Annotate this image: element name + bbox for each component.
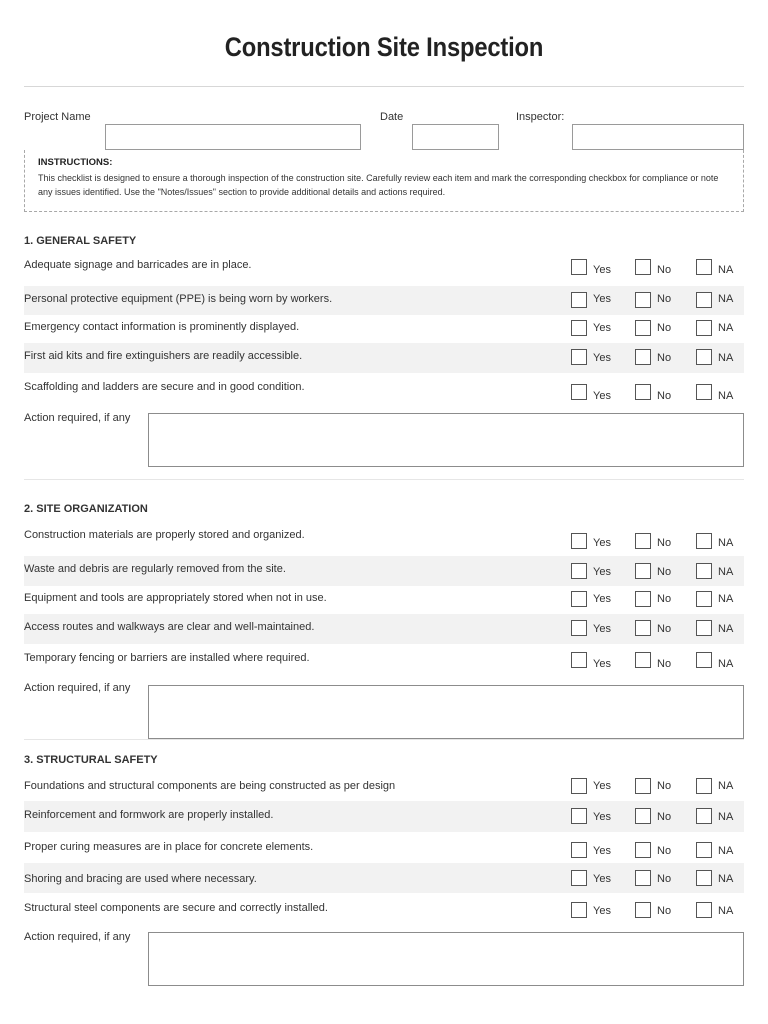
checklist-question: Adequate signage and barricades are in place.	[24, 259, 252, 271]
no-option-label: No	[657, 593, 672, 605]
no-checkbox[interactable]	[635, 591, 651, 607]
action-required-input[interactable]	[148, 932, 744, 986]
yes-checkbox[interactable]	[571, 842, 587, 858]
yes-checkbox[interactable]	[571, 808, 587, 824]
yes-option-label: Yes	[593, 264, 611, 276]
yes-checkbox[interactable]	[571, 384, 587, 400]
na-checkbox[interactable]	[696, 870, 712, 886]
na-option-label: NA	[718, 873, 734, 885]
yes-checkbox[interactable]	[571, 349, 587, 365]
checklist-question: First aid kits and fire extinguishers are readily accessible.	[24, 350, 303, 362]
no-checkbox[interactable]	[635, 808, 651, 824]
no-checkbox[interactable]	[635, 620, 651, 636]
title-divider	[24, 86, 744, 87]
yes-checkbox[interactable]	[571, 591, 587, 607]
na-option-label: NA	[718, 845, 734, 857]
checklist-question: Temporary fencing or barriers are installed where required.	[24, 652, 310, 664]
instructions-box	[24, 150, 744, 212]
inspector-label: Inspector:	[516, 111, 565, 123]
project-name-label: Project Name	[24, 111, 91, 123]
yes-option-label: Yes	[593, 658, 611, 670]
yes-option-label: Yes	[593, 593, 611, 605]
yes-option-label: Yes	[593, 905, 611, 917]
no-checkbox[interactable]	[635, 259, 651, 275]
checklist-question: Shoring and bracing are used where necessary.	[24, 873, 257, 885]
section-divider	[24, 479, 744, 480]
yes-option-label: Yes	[593, 623, 611, 635]
yes-checkbox[interactable]	[571, 652, 587, 668]
action-required-label: Action required, if any	[24, 682, 131, 694]
no-option-label: No	[657, 873, 672, 885]
date-input[interactable]	[412, 124, 499, 150]
na-option-label: NA	[718, 390, 734, 402]
no-option-label: No	[657, 845, 672, 857]
yes-option-label: Yes	[593, 293, 611, 305]
no-checkbox[interactable]	[635, 533, 651, 549]
no-option-label: No	[657, 566, 672, 578]
na-option-label: NA	[718, 905, 734, 917]
na-option-label: NA	[718, 264, 734, 276]
section-title: 1. GENERAL SAFETY	[24, 235, 137, 247]
checklist-question: Foundations and structural components are being constructed as per design	[24, 780, 396, 792]
yes-option-label: Yes	[593, 537, 611, 549]
yes-checkbox[interactable]	[571, 778, 587, 794]
yes-option-label: Yes	[593, 352, 611, 364]
na-checkbox[interactable]	[696, 533, 712, 549]
project-name-input[interactable]	[105, 124, 361, 150]
yes-option-label: Yes	[593, 873, 611, 885]
no-checkbox[interactable]	[635, 870, 651, 886]
na-checkbox[interactable]	[696, 259, 712, 275]
no-checkbox[interactable]	[635, 563, 651, 579]
yes-checkbox[interactable]	[571, 320, 587, 336]
yes-checkbox[interactable]	[571, 292, 587, 308]
no-option-label: No	[657, 390, 672, 402]
date-label: Date	[380, 111, 404, 123]
na-option-label: NA	[718, 780, 734, 792]
na-checkbox[interactable]	[696, 778, 712, 794]
no-option-label: No	[657, 780, 672, 792]
no-checkbox[interactable]	[635, 652, 651, 668]
yes-checkbox[interactable]	[571, 870, 587, 886]
no-checkbox[interactable]	[635, 384, 651, 400]
na-checkbox[interactable]	[696, 292, 712, 308]
na-checkbox[interactable]	[696, 652, 712, 668]
no-checkbox[interactable]	[635, 349, 651, 365]
instructions-title: INSTRUCTIONS:	[38, 157, 113, 168]
na-option-label: NA	[718, 537, 734, 549]
yes-option-label: Yes	[593, 780, 611, 792]
no-option-label: No	[657, 352, 672, 364]
no-checkbox[interactable]	[635, 320, 651, 336]
no-option-label: No	[657, 623, 672, 635]
checklist-question: Waste and debris are regularly removed from the site.	[24, 563, 286, 575]
yes-option-label: Yes	[593, 322, 611, 334]
no-option-label: No	[657, 322, 672, 334]
na-option-label: NA	[718, 322, 734, 334]
yes-option-label: Yes	[593, 811, 611, 823]
page-title: Construction Site Inspection	[224, 32, 544, 62]
na-option-label: NA	[718, 811, 734, 823]
yes-checkbox[interactable]	[571, 563, 587, 579]
no-checkbox[interactable]	[635, 292, 651, 308]
checklist-question: Equipment and tools are appropriately stored when not in use.	[24, 592, 327, 604]
checklist-question: Personal protective equipment (PPE) is being worn by workers.	[24, 293, 333, 305]
no-option-label: No	[657, 905, 672, 917]
checklist-question: Emergency contact information is prominently displayed.	[24, 321, 300, 333]
section-divider	[24, 739, 744, 740]
na-checkbox[interactable]	[696, 320, 712, 336]
checklist-question: Proper curing measures are in place for concrete elements.	[24, 841, 314, 853]
na-checkbox[interactable]	[696, 384, 712, 400]
no-option-label: No	[657, 658, 672, 670]
checklist-question: Access routes and walkways are clear and well-maintained.	[24, 621, 315, 633]
no-checkbox[interactable]	[635, 842, 651, 858]
yes-checkbox[interactable]	[571, 533, 587, 549]
na-checkbox[interactable]	[696, 620, 712, 636]
action-required-label: Action required, if any	[24, 412, 131, 424]
action-required-label: Action required, if any	[24, 931, 131, 943]
na-checkbox[interactable]	[696, 591, 712, 607]
yes-checkbox[interactable]	[571, 259, 587, 275]
na-checkbox[interactable]	[696, 563, 712, 579]
na-option-label: NA	[718, 623, 734, 635]
na-option-label: NA	[718, 658, 734, 670]
yes-option-label: Yes	[593, 566, 611, 578]
action-required-input[interactable]	[148, 685, 744, 739]
na-option-label: NA	[718, 593, 734, 605]
yes-checkbox[interactable]	[571, 620, 587, 636]
na-checkbox[interactable]	[696, 842, 712, 858]
instructions-text: This checklist is designed to ensure a thorough inspection of the construction site. Carefully review each item and mark the corresponding checkbox for compliance or note any issues identified. Use the "Notes/Issues" section to provide additional details and actions required.	[38, 173, 719, 197]
na-option-label: NA	[718, 566, 734, 578]
no-option-label: No	[657, 811, 672, 823]
inspector-input[interactable]	[572, 124, 744, 150]
na-checkbox[interactable]	[696, 902, 712, 918]
action-required-input[interactable]	[148, 413, 744, 467]
section-title: 2. SITE ORGANIZATION	[24, 503, 148, 515]
no-option-label: No	[657, 264, 672, 276]
checklist-question: Structural steel components are secure and correctly installed.	[24, 902, 328, 914]
yes-option-label: Yes	[593, 390, 611, 402]
checklist-question: Reinforcement and formwork are properly installed.	[24, 809, 274, 821]
yes-option-label: Yes	[593, 845, 611, 857]
section-title: 3. STRUCTURAL SAFETY	[24, 754, 158, 766]
no-checkbox[interactable]	[635, 902, 651, 918]
yes-checkbox[interactable]	[571, 902, 587, 918]
na-option-label: NA	[718, 352, 734, 364]
na-checkbox[interactable]	[696, 808, 712, 824]
no-checkbox[interactable]	[635, 778, 651, 794]
na-option-label: NA	[718, 293, 734, 305]
checklist-question: Construction materials are properly stored and organized.	[24, 529, 305, 541]
no-option-label: No	[657, 537, 672, 549]
checklist-question: Scaffolding and ladders are secure and in good condition.	[24, 381, 305, 393]
no-option-label: No	[657, 293, 672, 305]
na-checkbox[interactable]	[696, 349, 712, 365]
